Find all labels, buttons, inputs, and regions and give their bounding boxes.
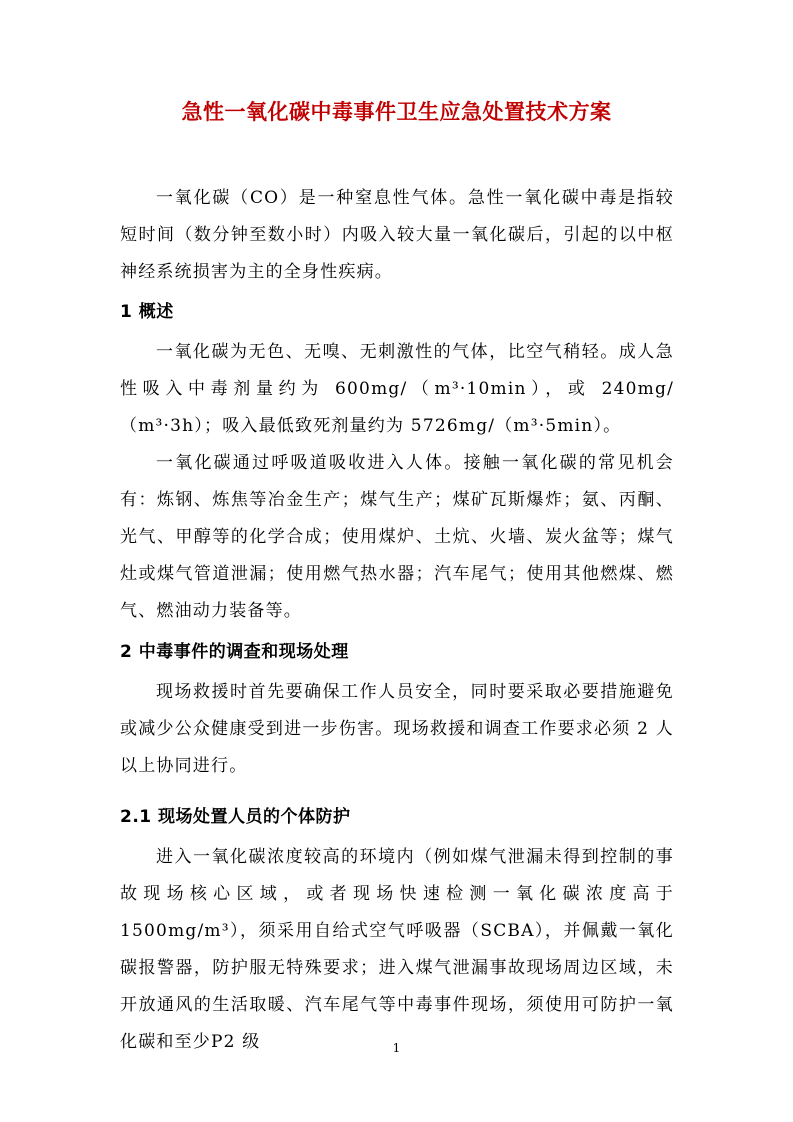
page-number: 1 [392,1041,401,1055]
document-title: 急性一氧化碳中毒事件卫生应急处置技术方案 [181,100,612,124]
section-2-1-paragraph-1: 进入一氧化碳浓度较高的环境内（例如煤气泄漏未得到控制的事故现场核心区域，或者现场快速检测一氧化碳浓度高于 1500mg/m³），须采用自给式空气呼吸器（SCBA），并佩戴一氧化碳报警器，防护服无特殊要求；进入煤气泄漏事故现场周边区域，未开放通风的生活取暖、汽车尾气等中毒事件现场，须使用可防护一氧化碳和至少P2 级 [120,847,674,1052]
section-1-heading: 1 概述 [120,302,174,322]
section-1-paragraph-1: 一氧化碳为无色、无嗅、无刺激性的气体，比空气稍轻。成人急性吸入中毒剂量约为 600mg/（m³·10min），或 240mg/（m³·3h）；吸入最低致死剂量约为 5726mg/（m³·5min）。 [120,342,674,436]
section-1-paragraph-2: 一氧化碳通过呼吸道吸收进入人体。接触一氧化碳的常见机会有：炼钢、炼焦等冶金生产；煤气生产；煤矿瓦斯爆炸；氨、丙酮、光气、甲醇等的化学合成；使用煤炉、土炕、火墙、炭火盆等；煤气灶或煤气管道泄漏；使用燃气热水器；汽车尾气；使用其他燃煤、燃气、燃油动力装备等。 [120,453,674,621]
section-2-1-heading: 2.1 现场处置人员的个体防护 [120,807,351,827]
section-2-paragraph-1: 现场救援时首先要确保工作人员安全，同时要采取必要措施避免或减少公众健康受到进一步伤害。现场救援和调查工作要求必须 2 人以上协同进行。 [120,682,674,776]
intro-paragraph: 一氧化碳（CO）是一种窒息性气体。急性一氧化碳中毒是指较短时间（数分钟至数小时）内吸入较大量一氧化碳后，引起的以中枢神经系统损害为主的全身性疾病。 [120,188,674,282]
section-2-heading: 2 中毒事件的调查和现场处理 [120,642,349,662]
